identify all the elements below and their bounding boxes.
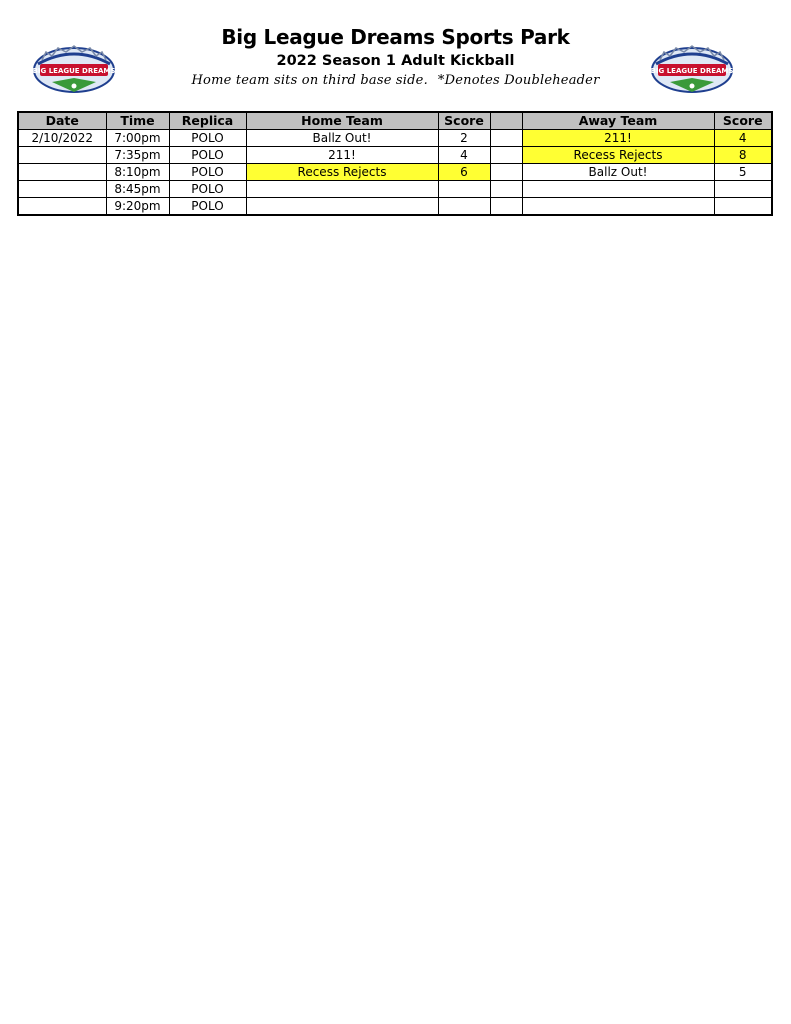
cell-date — [18, 147, 106, 164]
table-header-row — [18, 112, 772, 130]
col-header-home-score: Score — [438, 112, 490, 130]
cell-time: 8:10pm — [106, 164, 169, 181]
cell-away-score: 8 — [714, 147, 772, 164]
table-row — [18, 147, 772, 164]
cell-home-team: Ballz Out! — [246, 130, 438, 147]
col-header-home-team: Home Team — [246, 112, 438, 130]
cell-away-team — [522, 198, 714, 216]
cell-away-score: 5 — [714, 164, 772, 181]
cell-date — [18, 198, 106, 216]
cell-time: 7:35pm — [106, 147, 169, 164]
cell-home-score — [438, 181, 490, 198]
cell-date — [18, 181, 106, 198]
cell-away-score: 4 — [714, 130, 772, 147]
cell-time: 8:45pm — [106, 181, 169, 198]
page-title: Big League Dreams Sports Park — [221, 25, 570, 49]
cell-spacer — [490, 147, 522, 164]
col-header-date: Date — [18, 112, 106, 130]
schedule-table — [17, 111, 773, 216]
cell-away-score — [714, 181, 772, 198]
svg-text:BIG LEAGUE DREAMS: BIG LEAGUE DREAMS — [650, 67, 734, 75]
cell-away-team: 211! — [522, 130, 714, 147]
page-subtitle: 2022 Season 1 Adult Kickball — [276, 53, 515, 69]
cell-spacer — [490, 181, 522, 198]
col-header-time: Time — [106, 112, 169, 130]
col-header-away-score: Score — [714, 112, 772, 130]
cell-spacer — [490, 198, 522, 216]
cell-time: 9:20pm — [106, 198, 169, 216]
cell-home-team — [246, 181, 438, 198]
cell-home-score: 2 — [438, 130, 490, 147]
cell-home-score — [438, 198, 490, 216]
col-header-spacer — [490, 112, 522, 130]
home-team-note: Home team sits on third base side. — [191, 73, 428, 88]
cell-home-team: Recess Rejects — [246, 164, 438, 181]
svg-text:BIG LEAGUE DREAMS: BIG LEAGUE DREAMS — [32, 67, 116, 75]
table-row — [18, 130, 772, 147]
cell-replica: POLO — [169, 198, 246, 216]
cell-replica: POLO — [169, 147, 246, 164]
doubleheader-note: *Denotes Doubleheader — [437, 73, 600, 88]
cell-replica: POLO — [169, 181, 246, 198]
col-header-replica: Replica — [169, 112, 246, 130]
cell-away-team — [522, 181, 714, 198]
cell-time: 7:00pm — [106, 130, 169, 147]
cell-away-team: Ballz Out! — [522, 164, 714, 181]
cell-replica: POLO — [169, 130, 246, 147]
cell-away-team: Recess Rejects — [522, 147, 714, 164]
cell-away-score — [714, 198, 772, 216]
header-note — [0, 72, 791, 90]
cell-date — [18, 164, 106, 181]
table-row — [18, 181, 772, 198]
cell-home-score: 4 — [438, 147, 490, 164]
page-header — [0, 24, 791, 90]
cell-home-team: 211! — [246, 147, 438, 164]
table-row — [18, 164, 772, 181]
table-row — [18, 198, 772, 216]
cell-home-team — [246, 198, 438, 216]
cell-home-score: 6 — [438, 164, 490, 181]
cell-spacer — [490, 164, 522, 181]
cell-date: 2/10/2022 — [18, 130, 106, 147]
col-header-away-team: Away Team — [522, 112, 714, 130]
cell-replica: POLO — [169, 164, 246, 181]
cell-spacer — [490, 130, 522, 147]
